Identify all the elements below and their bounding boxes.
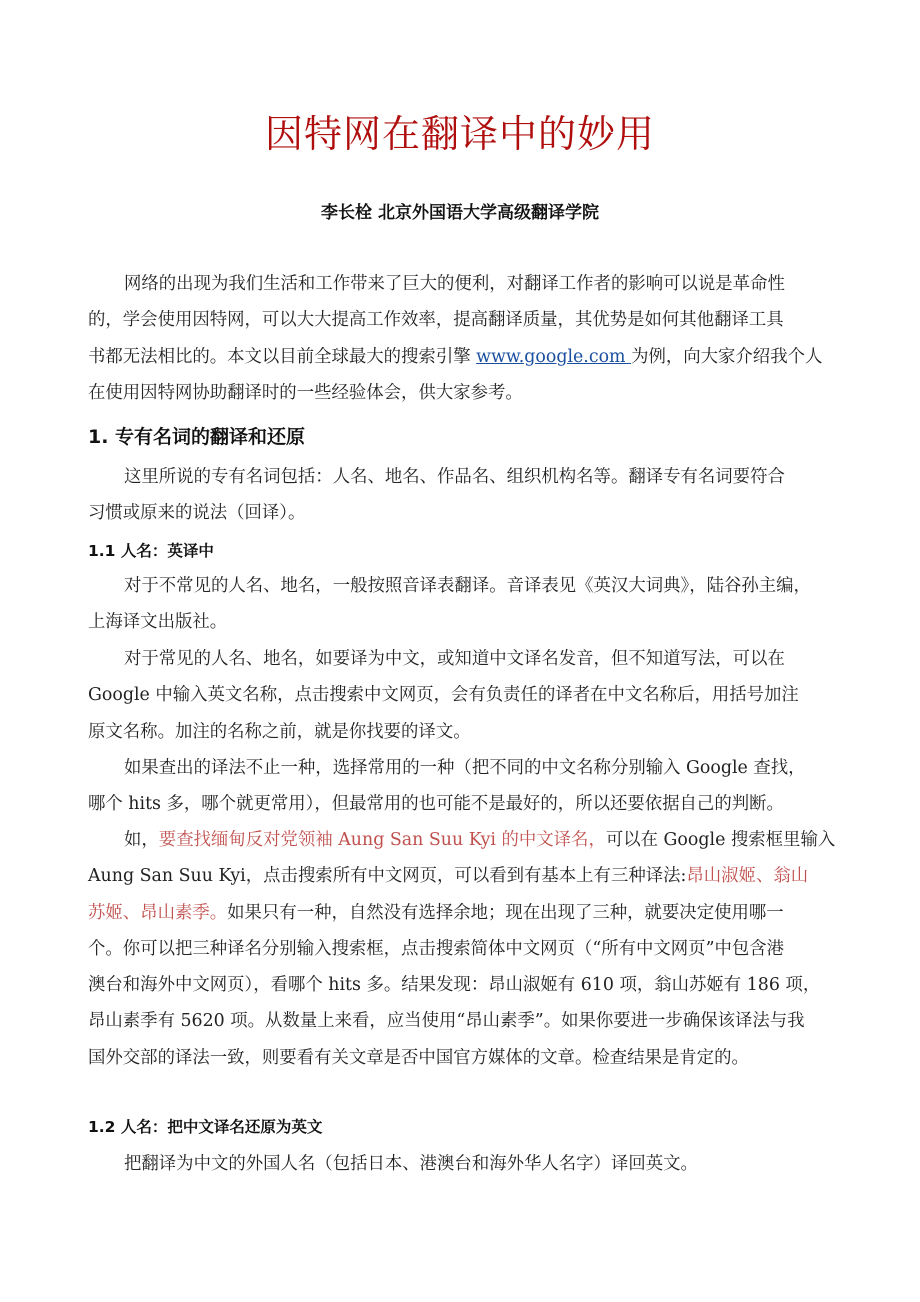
para-text: Aung San Suu Kyi，点击搜索所有中文网页，可以看到有基本上有三种译法:	[88, 866, 687, 887]
para-line	[88, 895, 834, 931]
highlight-text: 苏姬、昂山素季。	[88, 902, 228, 923]
section-1-heading: 1. 专有名词的翻译和还原	[88, 426, 306, 448]
author-line: 李长栓 北京外国语大学高级翻译学院	[321, 203, 599, 223]
para-line: 国外交部的译法一致，则要看有关文章是否中国官方媒体的文章。检查结果是肯定的。	[88, 1047, 749, 1068]
para-line: Google 中输入英文名称，点击搜索中文网页，会有负责任的译者在中文名称后，用括号加注	[88, 685, 799, 706]
para-line: 这里所说的专有名词包括：人名、地名、作品名、组织机构名等。翻译专有名词要符合	[124, 467, 785, 487]
intro-line: 的，学会使用因特网，可以大大提高工作效率，提高翻译质量，其优势是如何其他翻译工具	[88, 310, 784, 331]
para-line: 哪个 hits 多，哪个就更常用），但最常用的也可能不是最好的，所以还要依据自己的判断。	[88, 794, 784, 815]
para-line: 个。你可以把三种译名分别输入搜索框，点击搜索简体中文网页（“所有中文网页”中包含港	[88, 938, 785, 959]
intro-line	[88, 339, 834, 375]
para-line: 对于不常见的人名、地名，一般按照音译表翻译。音译表见《英汉大词典》，陆谷孙主编，	[124, 576, 811, 596]
section-1-2-paragraph	[88, 1146, 834, 1182]
intro-text: 为例，向大家介绍我个人	[631, 346, 823, 367]
para-line: 原文名称。加注的名称之前，就是你找要的译文。	[88, 721, 471, 742]
para-text: 如果只有一种，自然没有选择余地；现在出现了三种，就要决定使用哪一	[227, 902, 784, 923]
para-line: 如果查出的译法不止一种，选择常用的一种（把不同的中文名称分别输入 Google 查找，	[124, 758, 806, 778]
highlight-text: 要查找缅甸反对党领袖 Aung San Suu Kyi 的中文译名，	[158, 830, 606, 850]
para-line: 澳台和海外中文网页），看哪个 hits 多。结果发现：昂山淑姬有 610 项，翁山苏姬有 186 项，	[88, 975, 821, 996]
section-1-1-paragraph-1	[88, 568, 834, 641]
para-line: 对于常见的人名、地名，如要译为中文，或知道中文译名发音，但不知道写法，可以在	[124, 649, 785, 669]
para-text: 可以在 Google 搜索框里输入	[605, 830, 836, 850]
intro-line: 网络的出现为我们生活和工作带来了巨大的便利，对翻译工作者的影响可以说是革命性	[124, 274, 785, 294]
intro-text: 书都无法相比的。本文以目前全球最大的搜索引擎	[88, 346, 477, 367]
para-text: 如，	[124, 830, 159, 850]
para-line	[88, 858, 834, 894]
section-1-1-paragraph-4	[88, 822, 834, 1076]
para-line	[88, 822, 834, 858]
para-line: 把翻译为中文的外国人名（包括日本、港澳台和海外华人名字）译回英文。	[124, 1154, 698, 1174]
document-title: 因特网在翻译中的妙用	[264, 112, 655, 156]
intro-paragraph	[88, 266, 834, 411]
intro-line: 在使用因特网协助翻译时的一些经验体会，供大家参考。	[88, 382, 523, 403]
section-1-1-paragraph-2	[88, 641, 834, 750]
google-link[interactable]: www.google.com	[476, 346, 632, 367]
section-1-1-heading: 1.1 人名：英译中	[88, 542, 214, 560]
section-1-1-paragraph-3	[88, 750, 834, 823]
section-1-paragraph	[88, 459, 834, 532]
para-line: 上海译文出版社。	[88, 612, 228, 633]
highlight-text: 昂山淑姬、翁山	[686, 866, 809, 887]
para-line: 习惯或原来的说法（回译）。	[88, 503, 306, 524]
section-1-2-heading: 1.2 人名：把中文译名还原为英文	[88, 1118, 323, 1136]
para-line: 昂山素季有 5620 项。从数量上来看，应当使用“昂山素季”。如果你要进一步确保该译法与我	[88, 1011, 805, 1032]
